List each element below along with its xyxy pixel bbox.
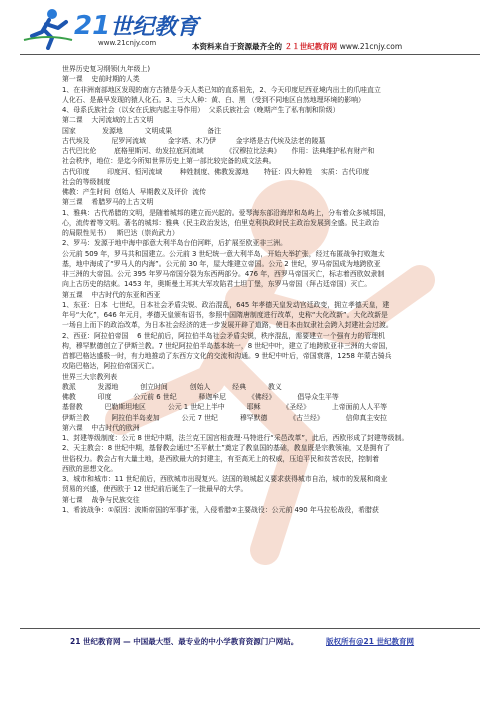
tagline-highlight: ２１世纪教育网	[284, 42, 338, 51]
text-line: 第一课 史前时期的人类	[62, 75, 140, 84]
header-divider	[20, 54, 480, 55]
text-line: 世界历史复习纲领(九年级上)	[62, 65, 151, 73]
text-line: 1、东亚：日本 七世纪，日本社会矛盾尖锐、政治混乱，645 年孝德天皇发动宫廷政变，拥立孝德天皇，建	[62, 300, 390, 309]
text-line: 基，地中海成了“罗马人的内海”。公元前 30 年，屋大维建立帝国。公元 2 世纪，罗马帝国成为地跨欧亚	[62, 259, 381, 268]
tagline-prefix: 本资料来自于资源最齐全的	[192, 42, 282, 51]
footer-divider	[20, 628, 480, 629]
text-line: 第六课 中古时代的欧洲	[62, 423, 140, 432]
text-line: 古代巴比伦 底格里斯河、幼发拉底河流域 《汉穆拉比法典》 作用：法典维护私有财产和	[62, 147, 375, 155]
footer-copyright-link[interactable]: 版权所有@21 世纪教育网	[326, 637, 415, 646]
text-line: 社会的等级制度	[62, 177, 111, 186]
page-header	[0, 0, 500, 62]
logo-wordmark	[74, 10, 198, 41]
text-line: 基督教 巴勒斯坦地区 公元 1 世纪上半中 耶稣 《圣经》 上帝面前人人平等	[62, 403, 387, 412]
text-line: 第二课 大河流域的上古文明	[62, 116, 154, 125]
text-line: 世俗权力。教会占有大量土地，是西欧最大的封建主，有至高无上的权威，压迫平民和贫苦农民，控制着	[62, 454, 379, 463]
text-line: 1、希波战争：①原因：波斯帝国的军事扩张，入侵希腊②主要战役：公元前 490 年马拉松战役，希腊获	[62, 505, 379, 514]
header-tagline	[192, 41, 402, 52]
text-line: 攻陷巴格达，阿拉伯帝国灭亡。	[62, 362, 159, 371]
text-line: 构，穆罕默德创立了伊斯兰教。7 世纪阿拉伯半岛基本统一，8 世纪中叶，建立了地跨欧亚非三洲的大帝国，	[62, 341, 393, 350]
document-body	[62, 64, 442, 612]
text-line: 教派 发源地 创立时间 创始人 经典 教义	[62, 382, 282, 391]
tagline-site[interactable]: www.21cnjy.com	[339, 42, 403, 51]
logo-url: www.21cnjy.com	[98, 39, 157, 47]
text-line: 贸易的兴盛，使西欧于 12 世纪前后诞生了一批最早的大学。	[62, 485, 248, 494]
text-line: 西欧的思想文化。	[62, 464, 118, 473]
text-line: 国家 发源地 文明成果 备注	[62, 126, 222, 135]
logo-number: 21	[74, 11, 111, 41]
text-line: 伊斯兰教 阿拉伯半岛麦加 公元 7 世纪 穆罕默德 《古兰经》 信仰真主安拉	[62, 413, 387, 422]
footer-text: 21 世纪教育网 — 中国最大型、最专业的中小学教育资源门户网站。	[70, 637, 299, 646]
text-line: 第五课 中古时代的东亚和西亚	[62, 290, 161, 299]
text-line: 3、城市和城市：11 世纪前后，西欧城市出现复兴。法国的琅城起义要求获得城市自治，城市的发展和商业	[62, 475, 388, 483]
text-line: 的局限性见书） 斯巴达（崇尚武力）	[62, 229, 179, 237]
text-line: 1、雅典：古代希腊的文明，是随着城邦的建立而兴起的。爱琴海东部沿海岸和岛屿上，分布着众多城邦国，	[62, 208, 391, 217]
text-line: 年号“大化”，646 年元月，孝德天皇颁布诏书，参照中国隋唐制度进行改革，史称“大化改新”。大化改新是	[62, 311, 388, 319]
text-line: 一场自上而下的政治改革，为日本社会经济的进一步发展开辟了道路，使日本由奴隶社会跨入封建社会过渡。	[62, 321, 393, 330]
text-line: 2、天主教会：8 世纪中期，基督教会通过“丕平献土”奠定了教皇国的基础，教皇既是宗教领袖，又是拥有了	[62, 444, 391, 453]
logo-word: 世纪教育	[110, 15, 199, 40]
text-line: 2、西亚：阿拉伯帝国 6 世纪前后，阿拉伯半岛社会矛盾尖锐，秩序混乱，需要建立一个强有力的管理机	[62, 331, 385, 340]
site-logo[interactable]	[22, 6, 199, 50]
text-line: 古代印度 印度河、恒河流域 种姓制度、佛教发源地 特征：四大种姓 实质：古代印度	[62, 167, 370, 176]
text-line: 人化石、是最早发现的猿人化石。3、三大人种：黄、白、黑 （受到不同地区自然地理环境的影响）	[62, 95, 365, 104]
text-line: 世界三大宗教列表	[62, 372, 118, 381]
text-line: 佛教 印度 公元前 6 世纪 释迦牟尼 《佛经》 倡导众生平等	[62, 393, 339, 401]
text-line: 非三洲的大帝国。公元 395 年罗马帝国分裂为东西两部分。476 年，西罗马帝国灭亡，标志着西欧奴隶制	[62, 270, 385, 278]
text-line: 首都巴格达盛极一时，有力地推动了东西方文化的交流和沟通。9 世纪中叶后，帝国衰落，1258 年蒙古骑兵	[62, 352, 392, 360]
text-line: 2、罗马：发源于地中海中部意大利半岛台伯河畔，后扩展至欧亚非三洲。	[62, 239, 287, 248]
text-line: 第三课 希腊罗马的上古文明	[62, 198, 154, 207]
text-line: 社会秩序，地位：是迄今所知世界历史上第一部比较完备的成文法典。	[62, 157, 276, 166]
text-line: 4、母系氏族社会（以女在氏族内起主导作用） 父系氏族社会（晚期产生了私有制和阶级）	[62, 106, 340, 114]
text-line: 佛教：产生时间 创始人 早期教义及评价 流传	[62, 188, 207, 196]
text-line: 第七课 战争与民族交往	[62, 495, 140, 504]
runner-logo-icon	[22, 6, 74, 50]
text-line: 1、在非洲南部地区发现的南方古猿是今天人类已知的直系祖先，2、今天印度尼西亚境内出土的爪哇直立	[62, 85, 381, 94]
text-line: 古代埃及 尼罗河流域 金字塔、木乃伊 金字塔是古代埃及法老的陵墓	[62, 136, 326, 145]
text-line: 公元前 509 年，罗马共和国建立。公元前 3 世纪统一意大利半岛，开始大举扩张，经过布匿战争打败迦太	[62, 249, 385, 258]
text-line: 1、封建等级制度：公元 8 世纪中期，法兰克王国宫相查理·马特进行“采邑改革”，此后，西欧形成了封建等级制。	[62, 434, 409, 442]
text-line: 向上古历史的结束。1453 年，奥斯曼土耳其大军攻陷君士坦丁堡，东罗马帝国（拜占廷帝国）灭亡。	[62, 280, 372, 289]
text-line: 心，流传着等文明。著名的城邦：雅典（民主政治发达，伯里克利执政时民主政治发展到全盛。民主政治	[62, 218, 379, 227]
